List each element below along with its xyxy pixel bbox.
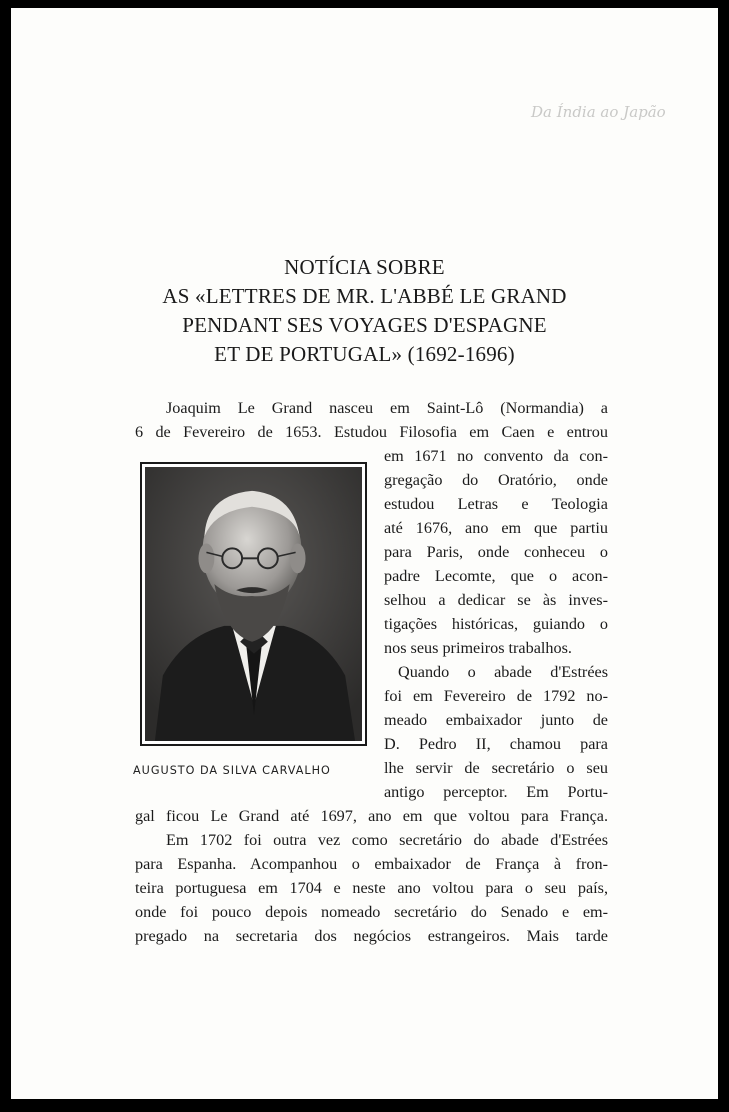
body-line: Quando o abade d'Estrées	[398, 663, 608, 681]
body-line: para Espanha. Acompanhou o embaixador de França à fron-	[135, 855, 608, 873]
body-line: teira portuguesa em 1704 e neste ano voltou para o seu país,	[135, 879, 608, 897]
body-line: estudou Letras e Teologia	[384, 495, 608, 513]
body-line: meado embaixador junto de	[384, 711, 608, 729]
body-line: Em 1702 foi outra vez como secretário do abade d'Estrées	[166, 831, 608, 849]
body-line: até 1676, ano em que partiu	[384, 519, 608, 537]
body-line: para Paris, onde conheceu o	[384, 543, 608, 561]
body-line: pregado na secretaria dos negócios estrangeiros. Mais tarde	[135, 927, 608, 945]
body-line: selhou a dedicar se às inves-	[384, 591, 608, 609]
body-line: foi em Fevereiro de 1792 no-	[384, 687, 608, 705]
portrait-photo	[140, 462, 367, 746]
title-line-1: NOTÍCIA SOBRE	[284, 255, 445, 279]
body-line: gregação do Oratório, onde	[384, 471, 608, 489]
body-line: tigações históricas, guiando o	[384, 615, 608, 633]
body-line: em 1671 no convento da con-	[384, 447, 608, 465]
body-line: gal ficou Le Grand até 1697, ano em que voltou para França.	[135, 807, 608, 825]
body-line: 6 de Fevereiro de 1653. Estudou Filosofia em Caen e entrou	[135, 423, 608, 441]
portrait-image	[145, 467, 362, 741]
photo-caption: AUGUSTO DA SILVA CARVALHO	[133, 764, 331, 777]
body-line: onde foi pouco depois nomeado secretário do Senado e em-	[135, 903, 608, 921]
title-line-3: PENDANT SES VOYAGES D'ESPAGNE	[182, 313, 547, 337]
bleed-through-text: Da Índia ao Japão	[531, 103, 666, 121]
body-line: antigo perceptor. Em Portu-	[384, 783, 608, 801]
body-line: D. Pedro II, chamou para	[384, 735, 608, 753]
body-line: nos seus primeiros trabalhos.	[384, 639, 572, 657]
title-line-2: AS «LETTRES DE MR. L'ABBÉ LE GRAND	[162, 284, 567, 308]
portrait-drawing	[145, 467, 362, 741]
title-line-4: ET DE PORTUGAL» (1692-1696)	[214, 342, 515, 366]
body-line: lhe servir de secretário o seu	[384, 759, 608, 777]
body-line: padre Lecomte, que o acon-	[384, 567, 608, 585]
body-line: Joaquim Le Grand nasceu em Saint-Lô (Normandia) a	[166, 399, 608, 417]
